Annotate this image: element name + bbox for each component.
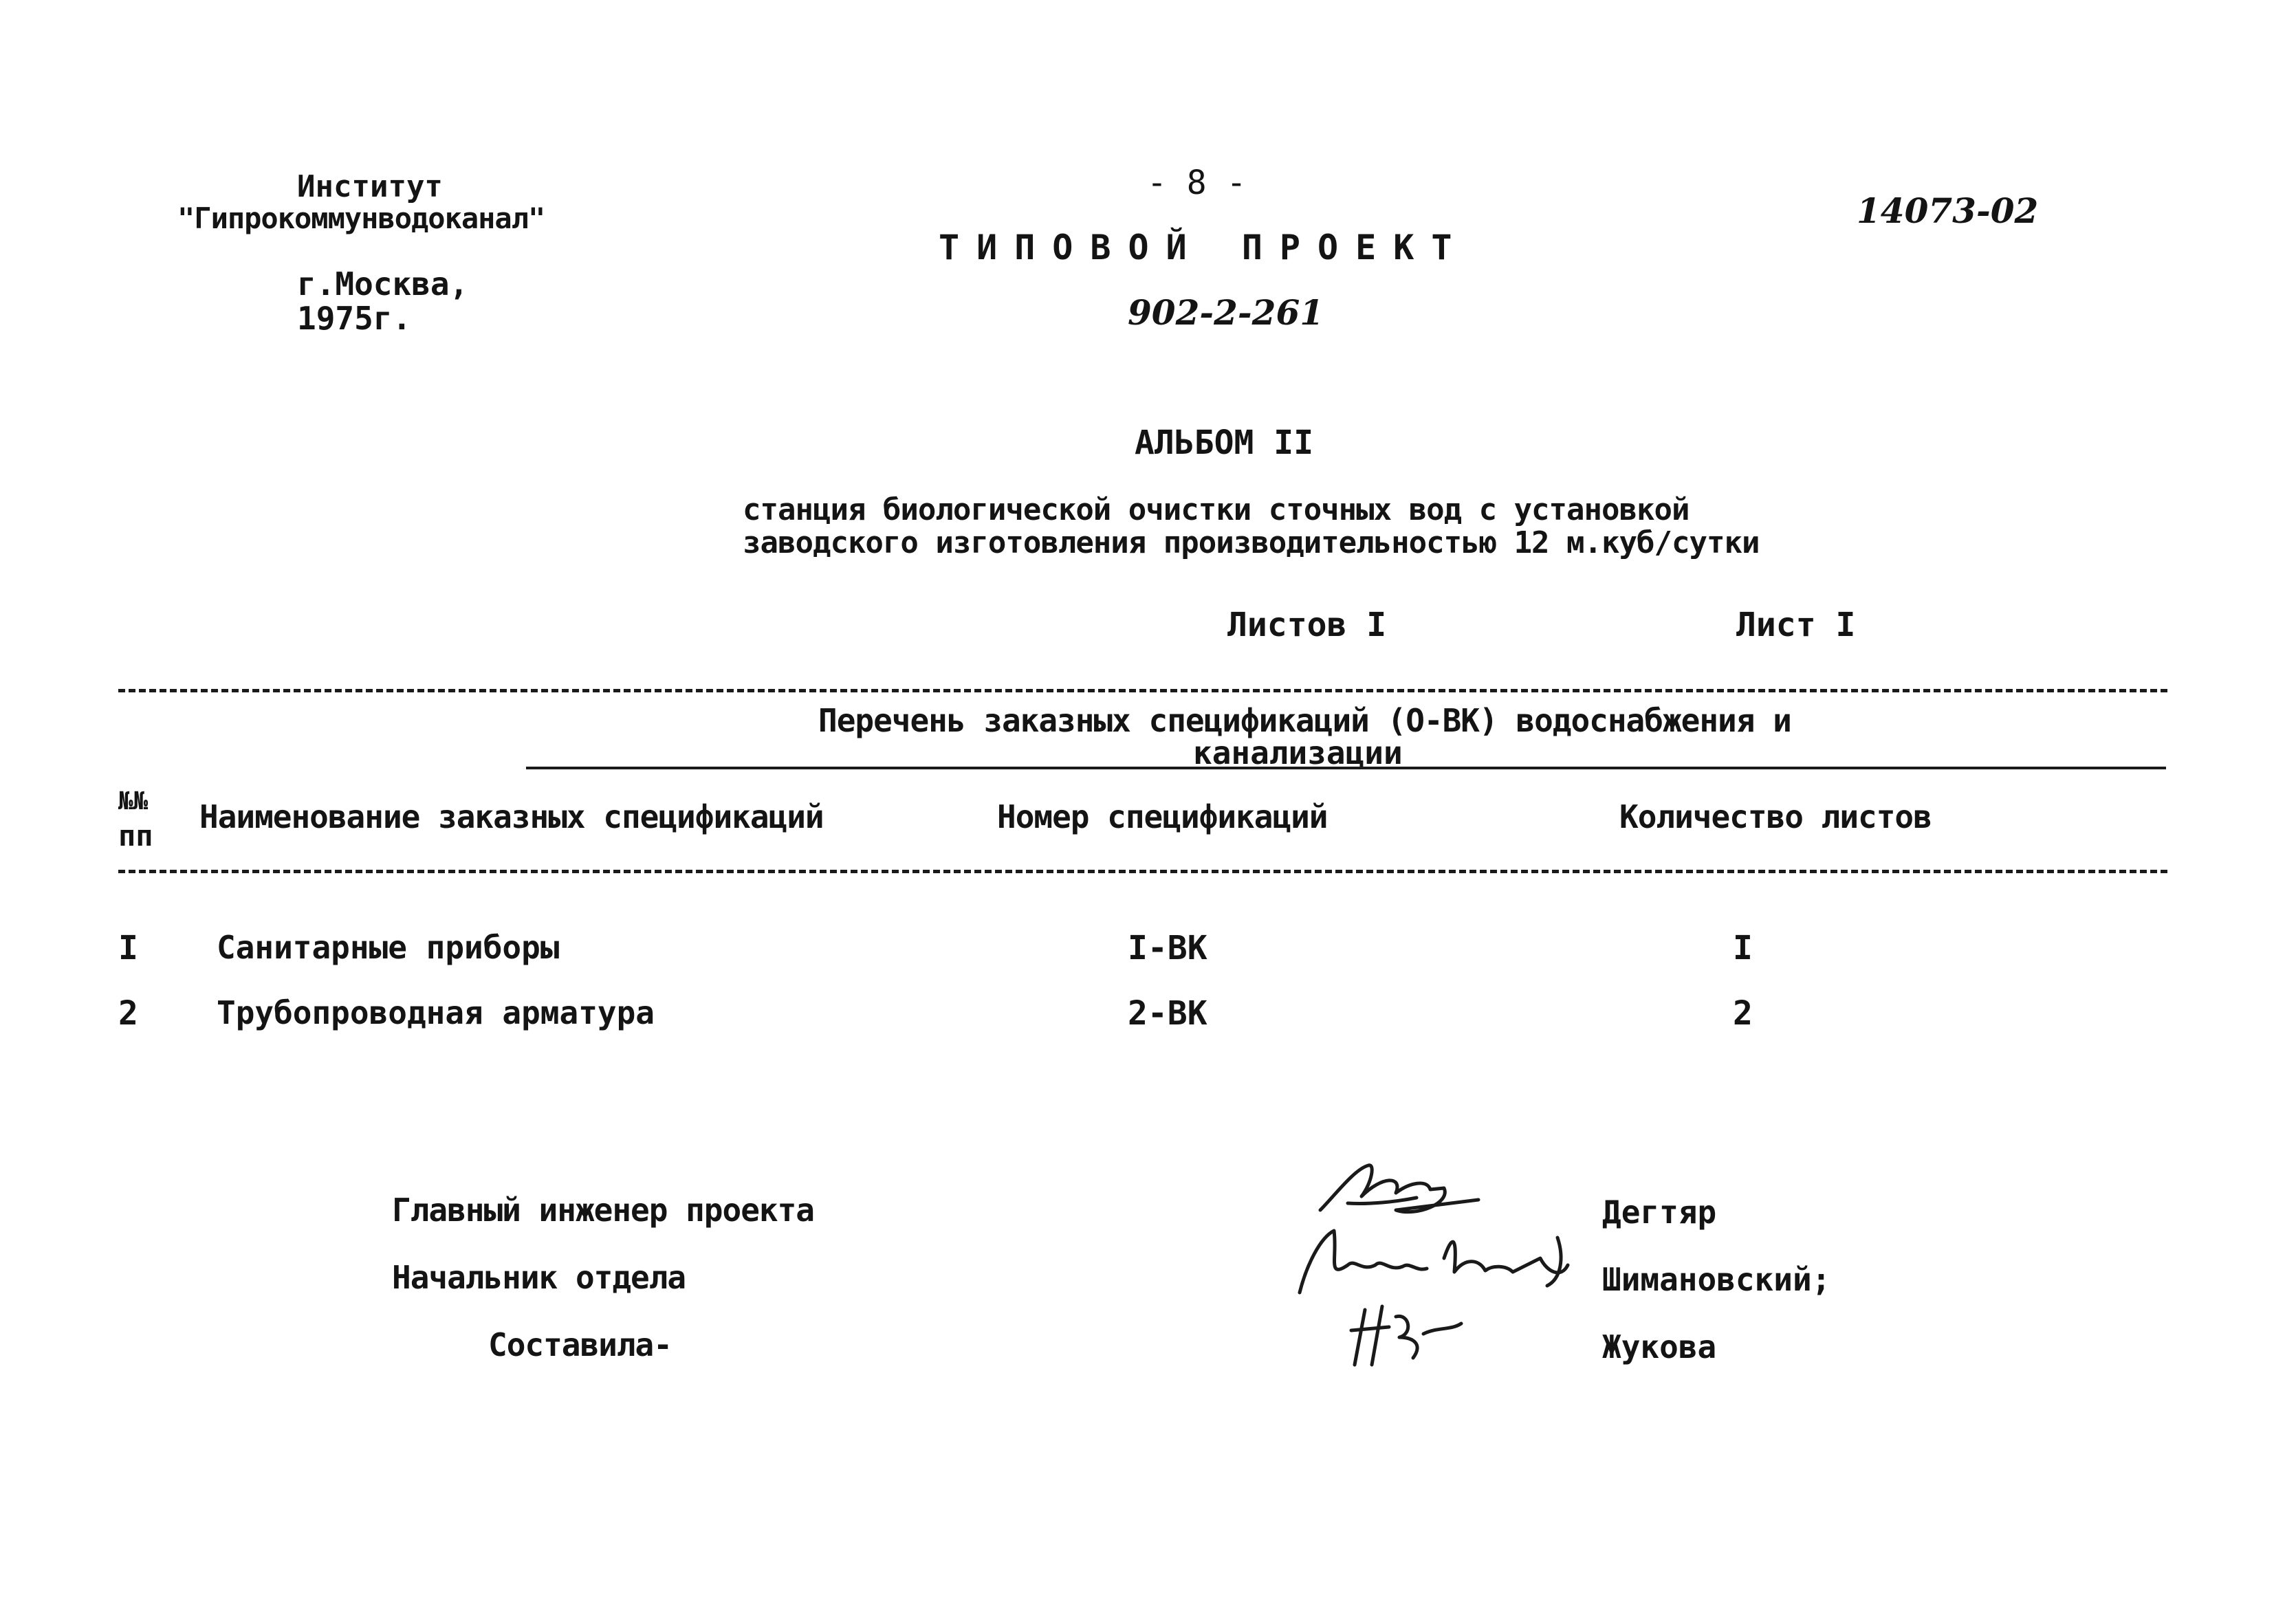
row-sheets: 2: [1733, 994, 1753, 1033]
row-num: 2: [118, 994, 138, 1033]
row-sheets: I: [1733, 929, 1753, 967]
role-compiler: Составила-: [488, 1326, 672, 1363]
header-divider: [118, 870, 2167, 873]
top-divider: [118, 689, 2167, 692]
signer-name-chief: Дегтяр: [1602, 1194, 1717, 1231]
signature-head-graphic: [1286, 1217, 1575, 1306]
row-spec: 2-ВК: [1128, 994, 1207, 1033]
signer-name-head: Шимановский;: [1602, 1261, 1831, 1298]
title-underline: [526, 767, 2166, 769]
role-chief-engineer: Главный инженер проекта: [392, 1192, 814, 1229]
row-num: I: [118, 929, 138, 967]
col-sheets-header: Количество листов: [1619, 798, 1932, 835]
project-number: 902-2-261: [1128, 292, 1324, 333]
city: г.Москва,: [297, 265, 469, 303]
col-name-header: Наименование заказных спецификаций: [199, 798, 824, 835]
year: 1975г.: [297, 300, 412, 337]
album-description-line2: заводского изготовления производительностью 12 м.куб/сутки: [743, 525, 1760, 560]
col-number-header: Номер спецификаций: [997, 798, 1328, 835]
sheet-current: Лист I: [1736, 606, 1856, 644]
album-title: АЛЬБОМ II: [1135, 424, 1314, 462]
signer-name-compiler: Жукова: [1602, 1328, 1717, 1365]
row-name: Трубопроводная арматура: [217, 994, 655, 1031]
spec-list-title-line1: Перечень заказных спецификаций (О-ВК) водоснабжения и: [818, 702, 1791, 739]
row-name: Санитарные приборы: [217, 929, 560, 966]
institute-name: "Гипрокоммунводоканал": [177, 201, 545, 235]
sheets-total: Листов I: [1227, 606, 1387, 644]
role-department-head: Начальник отдела: [392, 1259, 686, 1296]
project-type: ТИПОВОЙ ПРОЕКТ: [939, 228, 1469, 267]
col-num-top: №№: [118, 787, 149, 815]
signature-compiler-graphic: [1348, 1296, 1472, 1372]
doc-number: 14073-02: [1857, 190, 2039, 231]
row-spec: I-ВК: [1128, 929, 1207, 967]
spec-list-title-line2: канализации: [1193, 734, 1403, 771]
col-num-bottom: пп: [118, 819, 153, 853]
page-number: - 8 -: [1147, 164, 1247, 202]
album-description-line1: станция биологической очистки сточных вод с установкой: [743, 492, 1690, 527]
institute-label: Институт: [297, 169, 443, 204]
